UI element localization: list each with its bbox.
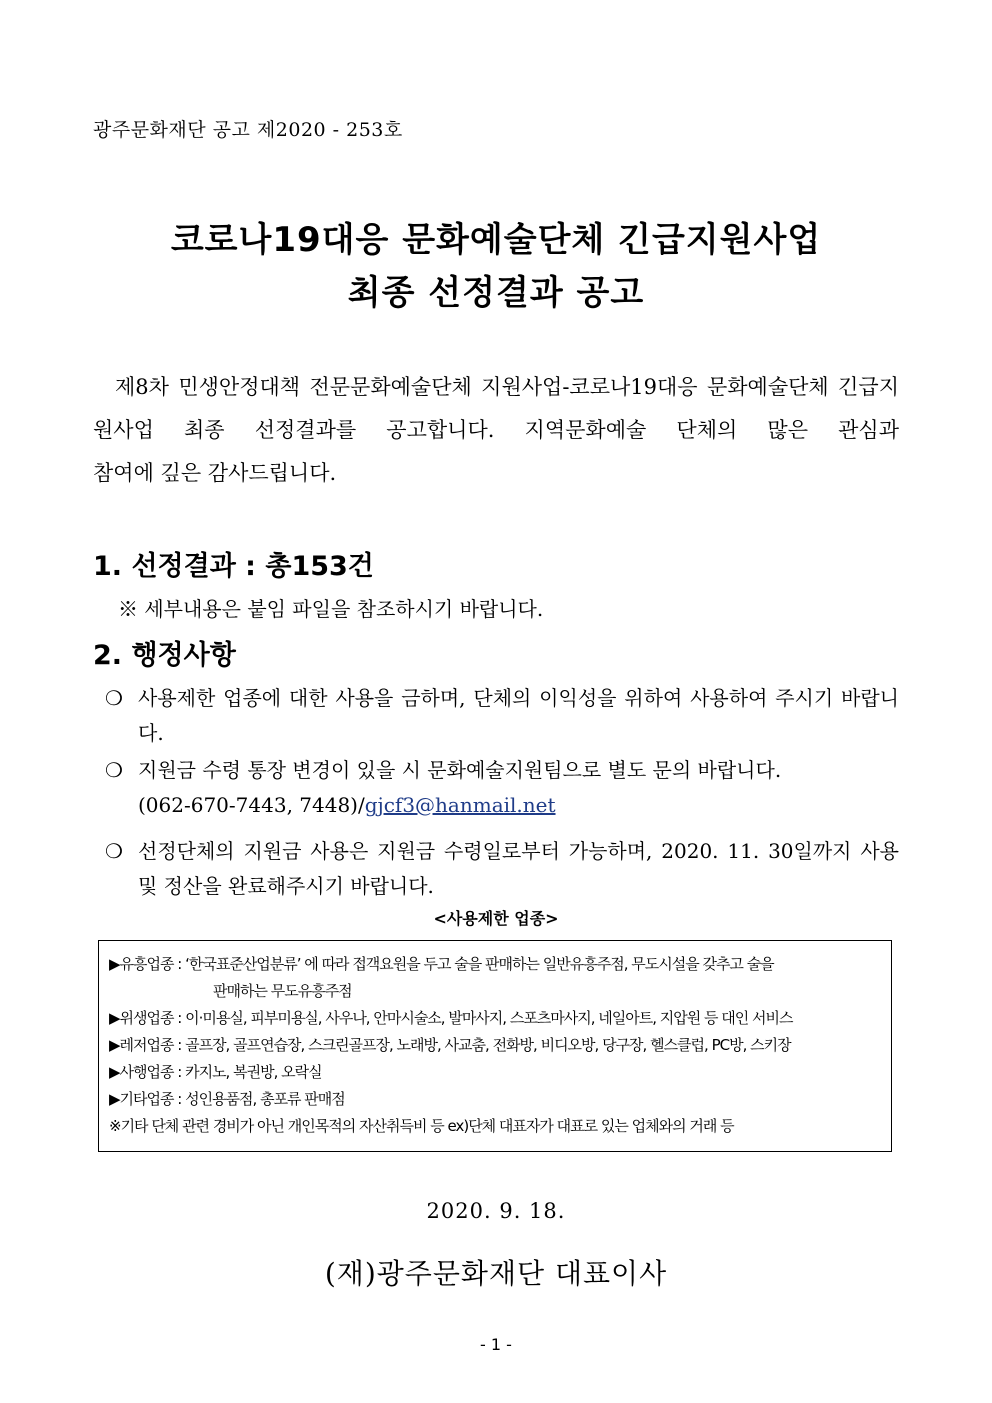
signer: (재)광주문화재단 대표이사 bbox=[324, 1257, 668, 1290]
section-1-note: ※ 세부내용은 붙임 파일을 참조하시기 바랍니다. bbox=[118, 597, 544, 621]
restriction-box-caption: <사용제한 업종> bbox=[433, 909, 559, 928]
page-number: - 1 - bbox=[480, 1335, 512, 1354]
restriction-hygiene: ▶위생업종 : 이‧미용실, 피부미용실, 사우나, 안마시술소, 발마사지, 스포츠마사지, 네일아트, 지압원 등 대인 서비스 bbox=[109, 1009, 793, 1027]
admin-bullet-2-text bbox=[138, 753, 899, 823]
restriction-entertainment-cont: 판매하는 무도유흥주점 bbox=[213, 982, 352, 1000]
restriction-leisure: ▶레저업종 : 골프장, 골프연습장, 스크린골프장, 노래방, 사교춤, 전화방, 비디오방, 당구장, 헬스클럽, PC방, 스키장 bbox=[109, 1036, 791, 1054]
document-title-line-2: 최종 선정결과 공고 bbox=[347, 273, 645, 313]
restriction-entertainment: ▶유흥업종 : ‘한국표준산업분류’ 에 따라 접객요원을 두고 술을 판매하는 일반유흥주점, 무도시설을 갖추고 술을 bbox=[109, 955, 774, 973]
document-title-line-1: 코로나19대응 문화예술단체 긴급지원사업 bbox=[170, 220, 822, 260]
intro-line-2: 긴급지원사업 최종 선정결과를 공고합니다. 지역문화예술 단체의 많은 관심과 bbox=[93, 375, 899, 442]
circle-bullet-icon: ❍ bbox=[105, 686, 123, 710]
contact-phone: (062-670-7443, 7448)/ bbox=[138, 793, 365, 817]
intro-line-3: 참여에 깊은 감사드립니다. bbox=[93, 461, 337, 485]
circle-bullet-icon: ❍ bbox=[105, 758, 123, 782]
section-2-heading: 2. 행정사항 bbox=[93, 640, 236, 671]
restriction-note: ※기타 단체 관련 경비가 아닌 개인목적의 자산취득비 등 ex)단체 대표자가 대표로 있는 업체와의 거래 등 bbox=[109, 1117, 734, 1135]
notice-date: 2020. 9. 18. bbox=[426, 1199, 566, 1223]
intro-paragraph bbox=[93, 366, 899, 495]
admin-bullet-3 bbox=[105, 834, 899, 904]
admin-bullet-1 bbox=[105, 681, 899, 751]
admin-bullet-3-text: 선정단체의 지원금 사용은 지원금 수령일로부터 가능하며, 2020. 11. 30일까지 사용 및 정산을 완료해주시기 바랍니다. bbox=[138, 839, 899, 898]
contact-email-link[interactable]: gjcf3@hanmail.net bbox=[364, 793, 556, 817]
notice-number: 광주문화재단 공고 제2020 - 253호 bbox=[93, 119, 403, 141]
restriction-gambling: ▶사행업종 : 카지노, 복권방, 오락실 bbox=[109, 1063, 322, 1081]
admin-bullet-1-text: 사용제한 업종에 대한 사용을 금하며, 단체의 이익성을 위하여 사용하여 주시기 바랍니다. bbox=[138, 686, 899, 745]
restricted-industries-box bbox=[98, 940, 892, 1152]
admin-bullet-2 bbox=[105, 753, 899, 823]
restriction-other: ▶기타업종 : 성인용품점, 총포류 판매점 bbox=[109, 1090, 345, 1108]
circle-bullet-icon: ❍ bbox=[105, 839, 123, 863]
section-1-heading: 1. 선정결과 : 총153건 bbox=[93, 551, 374, 582]
admin-bullet-2-line-1: 지원금 수령 통장 변경이 있을 시 문화예술지원팀으로 별도 문의 바랍니다. bbox=[138, 758, 782, 782]
intro-line-1: 제8차 민생안정대책 전문문화예술단체 지원사업-코로나19대응 문화예술단체 bbox=[115, 375, 829, 399]
